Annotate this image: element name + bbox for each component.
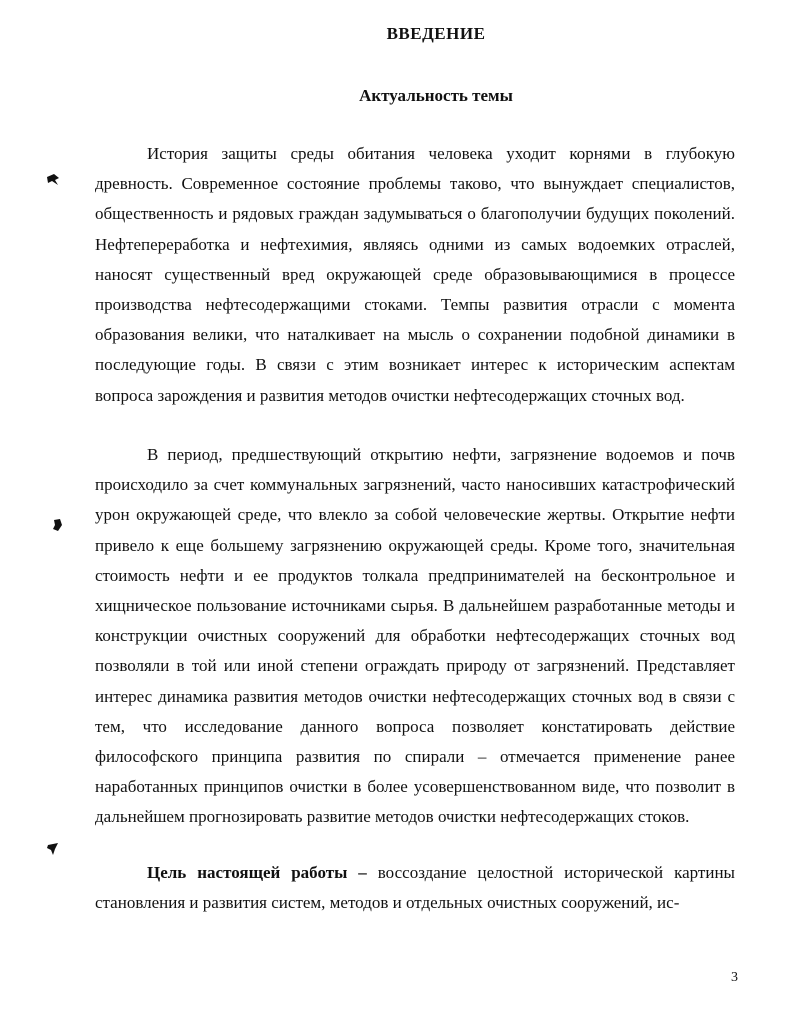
goal-label: Цель настоящей работы – (147, 863, 367, 882)
goal-text: воссоздание целостной исторической картины становления и развития систем, методов и отдельных очистных сооружений, ис- (95, 863, 735, 913)
margin-mark-icon (46, 842, 60, 856)
paragraph-1: История защиты среды обитания человека уходит корнями в глубокую древность. Современное состояние проблемы таково, что вынуждает специалистов, общественность и рядовых граждан задумываться о благополучии будущих поколений. Нефтепереработка и нефтехимия, являясь одними из самых водоемких отраслей, наносят существенный вред окружающей среде образовывающимися в процессе производства нефтесодержащими стоками. Темпы развития отрасли с момента образования велики, что наталкивает на мысль о сохранении подобной динамики в последующие годы. В связи с этим возникает интерес к историческим аспектам вопроса зарождения и развития методов очистки нефтесодержащих сточных вод. (95, 144, 735, 405)
margin-mark-icon (46, 172, 60, 186)
section-title: Актуальность темы (359, 86, 513, 105)
paragraph-2: В период, предшествующий открытию нефти, загрязнение водоемов и почв происходило за счет коммунальных загрязнений, часто наносивших катастрофический урон окружающей среде, что влекло за собой человеческие жертвы. Открытие нефти привело к еще большему загрязнению окружающей среды. Кроме того, значительная стоимость нефти и ее продуктов толкала предпринимателей на бесконтрольное и хищническое пользование источниками сырья. В дальнейшем разработанные методы и конструкции очистных сооружений для обработки нефтесодержащих сточных вод позволяли в той или иной степени ограждать природу от загрязнений. Представляет интерес динамика развития методов очистки нефтесодержащих сточных вод в связи с тем, что исследование данного вопроса позволяет констатировать действие философского принципа развития по спирали – отмечается применение ранее наработанных принципов очистки в более усовершенствованном виде, что позволит в дальнейшем прогнозировать развитие методов очистки нефтесодержащих стоков. (95, 445, 735, 827)
paragraph-goal (95, 858, 735, 920)
margin-mark-icon (50, 518, 64, 532)
chapter-title: ВВЕДЕНИЕ (386, 24, 486, 43)
page-number: 3 (731, 970, 738, 985)
